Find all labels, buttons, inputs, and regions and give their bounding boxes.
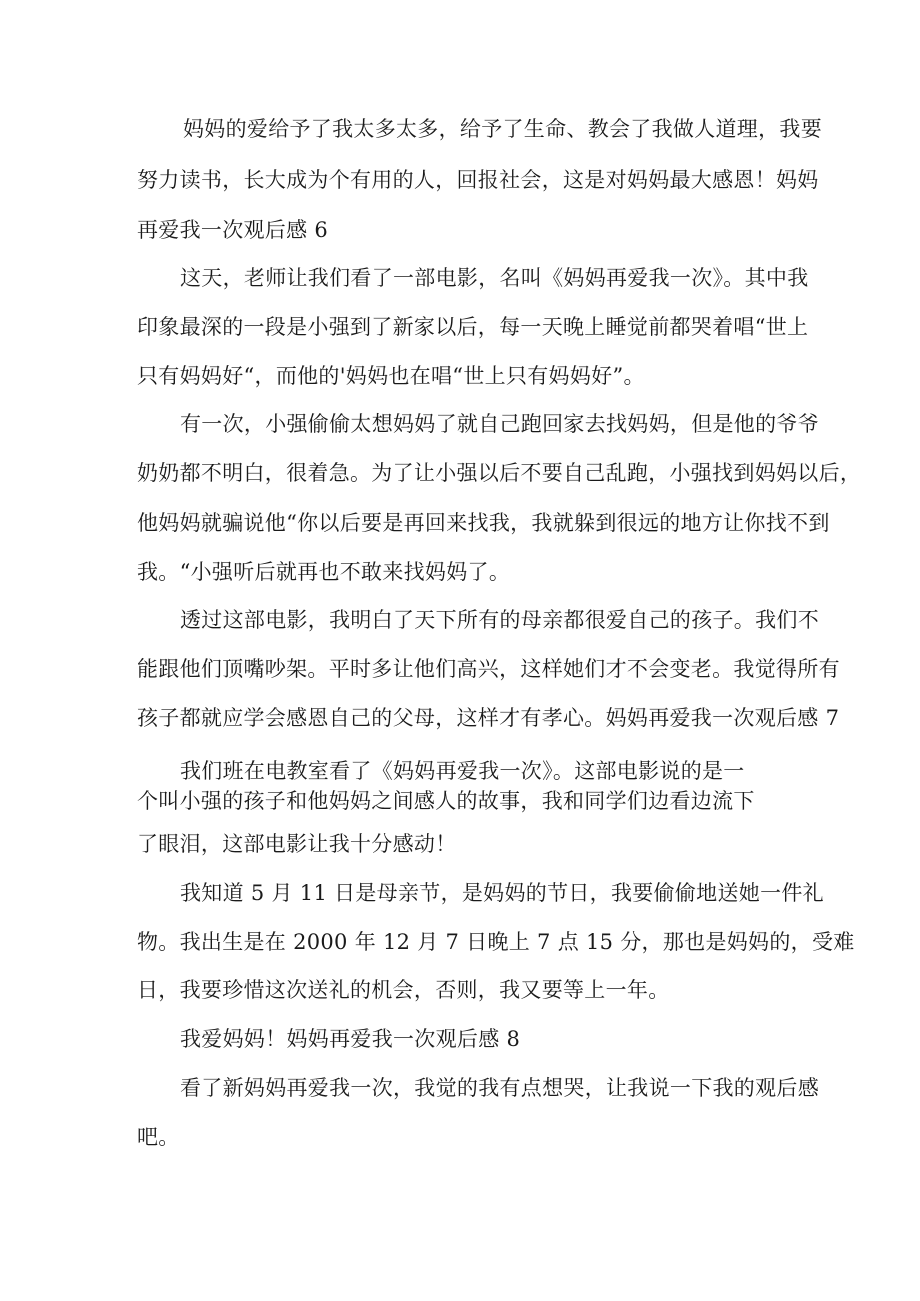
text-line: 我知道 5 月 11 日是母亲节，是妈妈的节日，我要偷偷地送她一件礼 bbox=[180, 881, 824, 905]
text-line: 他妈妈就骗说他“你以后要是再回来找我，我就躲到很远的地方让你找不到 bbox=[137, 511, 830, 535]
text-line: 印象最深的一段是小强到了新家以后，每一天晚上睡觉前都哭着唱“世上 bbox=[137, 315, 809, 339]
text-line: 奶奶都不明白，很着急。为了让小强以后不要自己乱跑，小强找到妈妈以后， bbox=[137, 461, 862, 485]
text-line: 日，我要珍惜这次送礼的机会，否则，我又要等上一年。 bbox=[137, 978, 670, 1002]
text-line: 我。“小强听后就再也不敢来找妈妈了。 bbox=[137, 560, 511, 584]
text-line: 这天，老师让我们看了一部电影，名叫《妈妈再爱我一次》。其中我 bbox=[180, 266, 809, 290]
text-line: 我们班在电教室看了《妈妈再爱我一次》。这部电影说的是一 bbox=[180, 759, 745, 783]
text-line: 了眼泪，这部电影让我十分感动！ bbox=[137, 832, 457, 856]
text-line: 努力读书，长大成为个有用的人，回报社会，这是对妈妈最大感恩！妈妈 bbox=[137, 168, 819, 192]
text-line: 再爱我一次观后感 6 bbox=[137, 218, 329, 242]
text-line: 个叫小强的孩子和他妈妈之间感人的故事，我和同学们边看边流下 bbox=[137, 789, 755, 813]
text-line: 能跟他们顶嘴吵架。平时多让他们高兴，这样她们才不会变老。我觉得所有 bbox=[137, 657, 840, 681]
text-line: 妈妈的爱给予了我太多太多，给予了生命、教会了我做人道理，我要 bbox=[183, 117, 822, 141]
text-line: 透过这部电影，我明白了天下所有的母亲都很爱自己的孩子。我们不 bbox=[180, 608, 819, 632]
text-line: 只有妈妈好“，而他的'妈妈也在唱“世上只有妈妈好”。 bbox=[137, 364, 645, 388]
text-line: 看了新妈妈再爱我一次，我觉的我有点想哭，让我说一下我的观后感 bbox=[180, 1076, 819, 1100]
text-line: 物。我出生是在 2000 年 12 月 7 日晚上 7 点 15 分，那也是妈妈的，受难 bbox=[137, 930, 855, 954]
text-line: 有一次，小强偷偷太想妈妈了就自己跑回家去找妈妈，但是他的爷爷 bbox=[180, 412, 819, 436]
text-line: 孩子都就应学会感恩自己的父母，这样才有孝心。妈妈再爱我一次观后感 7 bbox=[137, 706, 840, 730]
text-line: 吧。 bbox=[137, 1125, 180, 1149]
text-line: 我爱妈妈！妈妈再爱我一次观后感 8 bbox=[180, 1027, 521, 1051]
